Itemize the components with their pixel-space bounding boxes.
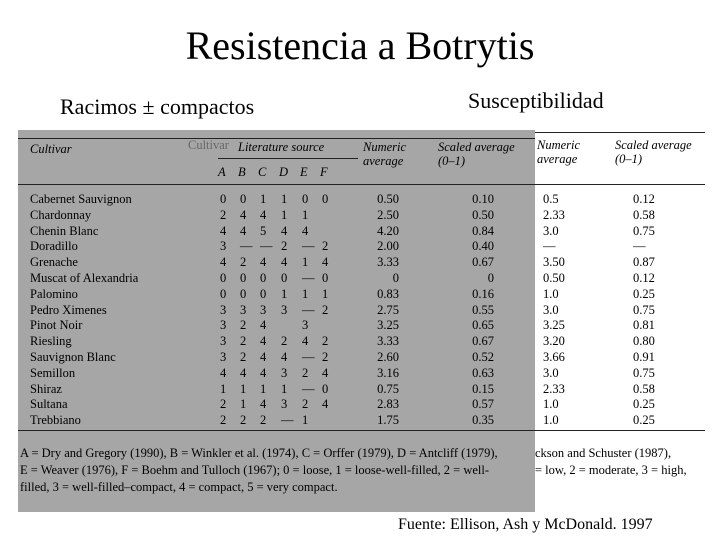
table-cell-source-score: 1 xyxy=(322,286,329,301)
table-cell-source-score: 4 xyxy=(220,223,227,238)
header-cultivar: Cultivar xyxy=(30,142,72,156)
table-cell-scaled-average: 0.55 xyxy=(472,302,494,317)
table-cell-source-score: 1 xyxy=(281,286,288,301)
table-cell-source-score: 2 xyxy=(240,334,247,349)
right-header-rule xyxy=(535,184,705,185)
table-cell-source-score: 4 xyxy=(260,255,267,270)
table-cell-right-scaled: 0.81 xyxy=(633,318,655,333)
table-cell-source-score: — xyxy=(302,302,315,317)
table-cell-source-score: 4 xyxy=(322,255,329,270)
header-source-letter: B xyxy=(238,165,246,179)
table-cell-source-score: 4 xyxy=(260,318,267,333)
table-cell-right-scaled: 0.25 xyxy=(633,286,655,301)
table-cell-right-scaled: 0.25 xyxy=(633,413,655,428)
table-cell-cultivar: Muscat of Alexandria xyxy=(30,271,139,285)
table-cell-source-score: 4 xyxy=(260,397,267,412)
table-cell-cultivar: Doradillo xyxy=(30,239,78,254)
table-cell-source-score: 1 xyxy=(281,381,288,396)
table-cell-scaled-average: 0.50 xyxy=(472,207,494,222)
table-cell-numeric-average: 3.33 xyxy=(377,334,399,349)
source-subrule xyxy=(218,158,358,159)
table-cell-source-score: 4 xyxy=(260,350,267,364)
footnote-line-1: A = Dry and Gregory (1990), B = Winkler et al. (1974), C = Orffer (1979), D = Antcliff (1979), xyxy=(20,446,498,460)
table-cell-scaled-average: 0.65 xyxy=(472,318,494,333)
table-cell-scaled-average: 0.57 xyxy=(472,397,494,412)
table-cell-numeric-average: 0.83 xyxy=(377,286,399,301)
table-cell-scaled-average: 0.16 xyxy=(472,286,494,301)
table-cell-scaled-average: 0.35 xyxy=(472,413,494,428)
table-cell-numeric-average: 2.00 xyxy=(377,239,399,254)
table-cell-source-score: 0 xyxy=(281,271,288,285)
scanned-compactness-table xyxy=(18,130,535,512)
table-cell-right-numeric: 2.33 xyxy=(543,381,565,396)
table-cell-source-score: — xyxy=(260,239,273,254)
table-cell-source-score: 4 xyxy=(322,397,329,412)
table-cell-source-score: 0 xyxy=(220,286,227,301)
right-footnote-line-2: = low, 2 = moderate, 3 = high, xyxy=(535,463,687,477)
right-footnote-line-1: ckson and Schuster (1987), xyxy=(535,446,672,460)
table-cell-source-score: 2 xyxy=(322,302,329,317)
table-cell-cultivar: Sauvignon Blanc xyxy=(30,350,116,364)
table-cell-right-scaled: — xyxy=(633,239,646,254)
table-cell-source-score: 3 xyxy=(240,302,247,317)
table-cell-source-score: 4 xyxy=(260,207,267,222)
table-cell-cultivar: Grenache xyxy=(30,255,78,270)
table-cell-scaled-average: 0.10 xyxy=(472,192,494,206)
table-cell-right-numeric: 3.0 xyxy=(543,365,559,380)
table-cell-source-score: 1 xyxy=(302,207,309,222)
table-cell-source-score: — xyxy=(302,239,315,254)
table-cell-cultivar: Pedro Ximenes xyxy=(30,302,107,317)
table-cell-right-numeric: 3.66 xyxy=(543,350,565,364)
table-cell-source-score: 0 xyxy=(220,271,227,285)
header-bottom-rule xyxy=(18,184,535,185)
table-cell-source-score: 0 xyxy=(322,271,329,285)
table-cell-numeric-average: 2.50 xyxy=(377,207,399,222)
table-cell-source-score: 1 xyxy=(240,381,247,396)
table-cell-right-numeric: 3.0 xyxy=(543,223,559,238)
table-cell-source-score: 3 xyxy=(281,397,288,412)
table-cell-right-numeric: 3.20 xyxy=(543,334,565,349)
table-cell-scaled-average: 0.40 xyxy=(472,239,494,254)
table-cell-right-numeric: 1.0 xyxy=(543,397,559,412)
header-source-letter: E xyxy=(300,165,308,179)
footnote-line-2: E = Weaver (1976), F = Boehm and Tulloch (1967); 0 = loose, 1 = loose-well-filled, 2 = well- xyxy=(20,463,490,477)
header-source-letter: C xyxy=(258,165,267,179)
table-top-rule xyxy=(18,138,535,139)
table-cell-source-score: 1 xyxy=(302,255,309,270)
table-cell-right-numeric: 1.0 xyxy=(543,286,559,301)
table-cell-source-score: 3 xyxy=(220,302,227,317)
right-top-rule xyxy=(535,132,705,133)
table-cell-source-score: 2 xyxy=(322,239,329,254)
table-cell-source-score: 0 xyxy=(260,286,267,301)
table-cell-source-score: 1 xyxy=(281,207,288,222)
table-cell-right-scaled: 0.75 xyxy=(633,365,655,380)
table-cell-right-scaled: 0.87 xyxy=(633,255,655,270)
table-cell-source-score: 1 xyxy=(302,413,309,428)
table-cell-source-score: 1 xyxy=(220,381,227,396)
table-cell-numeric-average: 0.50 xyxy=(377,192,399,206)
table-cell-cultivar: Chardonnay xyxy=(30,207,92,222)
table-cell-source-score: 2 xyxy=(302,365,309,380)
table-cell-right-numeric: — xyxy=(543,239,556,254)
table-cell-scaled-average: 0.52 xyxy=(472,350,494,364)
table-cell-numeric-average: 0.75 xyxy=(377,381,399,396)
table-cell-source-score: 2 xyxy=(260,413,267,428)
table-cell-right-scaled: 0.58 xyxy=(633,207,655,222)
table-cell-numeric-average: 1.75 xyxy=(377,413,399,428)
table-cell-source-score: 4 xyxy=(220,255,227,270)
ghost-overlay-text: Cultivar xyxy=(188,138,229,152)
table-cell-source-score: — xyxy=(302,381,315,396)
table-cell-source-score: 2 xyxy=(240,255,247,270)
table-cell-right-numeric: 3.0 xyxy=(543,302,559,317)
table-cell-source-score: 2 xyxy=(302,397,309,412)
table-cell-source-score: 4 xyxy=(240,223,247,238)
table-cell-source-score: 2 xyxy=(281,239,288,254)
table-cell-source-score: — xyxy=(302,271,315,285)
table-cell-source-score: 3 xyxy=(220,334,227,349)
table-cell-source-score: — xyxy=(281,413,294,428)
table-cell-right-scaled: 0.12 xyxy=(633,192,655,206)
table-cell-source-score: 4 xyxy=(260,365,267,380)
table-cell-source-score: 2 xyxy=(240,318,247,333)
table-cell-numeric-average: 2.75 xyxy=(377,302,399,317)
table-cell-numeric-average: 2.60 xyxy=(377,350,399,364)
table-cell-source-score: 2 xyxy=(220,207,227,222)
table-cell-source-score: 4 xyxy=(240,207,247,222)
table-cell-cultivar: Pinot Noir xyxy=(30,318,83,333)
table-cell-right-numeric: 3.50 xyxy=(543,255,565,270)
table-cell-source-score: 2 xyxy=(240,413,247,428)
table-cell-source-score: 0 xyxy=(240,192,247,206)
right-header-numeric: Numeric average xyxy=(537,138,581,166)
table-cell-source-score: 3 xyxy=(220,318,227,333)
table-cell-source-score: 2 xyxy=(281,334,288,349)
table-cell-right-scaled: 0.75 xyxy=(633,302,655,317)
table-cell-cultivar: Riesling xyxy=(30,334,72,349)
table-cell-source-score: 3 xyxy=(220,350,227,364)
table-cell-scaled-average: 0.67 xyxy=(472,255,494,270)
table-cell-numeric-average: 0 xyxy=(392,271,399,285)
table-cell-cultivar: Sultana xyxy=(30,397,68,412)
table-cell-cultivar: Palomino xyxy=(30,286,78,301)
footnote-line-3: filled, 3 = well-filled–compact, 4 = compact, 5 = very compact. xyxy=(20,480,338,494)
table-cell-source-score: 1 xyxy=(260,381,267,396)
table-cell-source-score: 1 xyxy=(260,192,267,206)
table-cell-source-score: 2 xyxy=(240,350,247,364)
table-cell-right-scaled: 0.12 xyxy=(633,271,655,285)
source-citation: Fuente: Ellison, Ash y McDonald. 1997 xyxy=(398,516,653,533)
right-bottom-rule xyxy=(535,430,705,431)
table-cell-source-score: 2 xyxy=(220,397,227,412)
table-bottom-rule xyxy=(18,430,535,431)
table-cell-scaled-average: 0 xyxy=(487,271,494,285)
table-cell-source-score: 3 xyxy=(281,365,288,380)
header-source-letter: D xyxy=(279,165,289,179)
scanned-susceptibility-columns xyxy=(535,130,705,512)
table-cell-source-score: 0 xyxy=(322,192,329,206)
table-cell-source-score: 4 xyxy=(302,334,309,349)
table-cell-source-score: 0 xyxy=(240,286,247,301)
table-cell-source-score: 2 xyxy=(322,350,329,364)
table-cell-right-scaled: 0.80 xyxy=(633,334,655,349)
table-cell-source-score: 1 xyxy=(281,192,288,206)
table-cell-scaled-average: 0.84 xyxy=(472,223,494,238)
table-cell-source-score: 1 xyxy=(240,397,247,412)
table-cell-right-numeric: 0.5 xyxy=(543,192,559,206)
table-cell-numeric-average: 3.16 xyxy=(377,365,399,380)
subtitle-compact-clusters: Racimos ± compactos xyxy=(60,94,255,119)
table-cell-cultivar: Semillon xyxy=(30,365,76,380)
table-cell-source-score: 2 xyxy=(322,334,329,349)
table-cell-source-score: 4 xyxy=(240,365,247,380)
table-cell-source-score: 5 xyxy=(260,223,267,238)
table-cell-source-score: 3 xyxy=(302,318,309,333)
header-literature-source: Literature source xyxy=(238,140,325,154)
table-cell-scaled-average: 0.67 xyxy=(472,334,494,349)
table-cell-cultivar: Shiraz xyxy=(30,381,62,396)
table-cell-right-scaled: 0.75 xyxy=(633,223,655,238)
table-cell-source-score: — xyxy=(240,239,253,254)
table-cell-numeric-average: 2.83 xyxy=(377,397,399,412)
table-cell-right-scaled: 0.58 xyxy=(633,381,655,396)
table-cell-scaled-average: 0.15 xyxy=(472,381,494,396)
table-cell-numeric-average: 3.25 xyxy=(377,318,399,333)
table-cell-right-scaled: 0.91 xyxy=(633,350,655,364)
table-cell-source-score: 4 xyxy=(281,350,288,364)
table-cell-cultivar: Trebbiano xyxy=(30,413,81,428)
slide-title: Resistencia a Botrytis xyxy=(185,23,535,68)
table-cell-source-score: 3 xyxy=(220,239,227,254)
table-cell-right-numeric: 3.25 xyxy=(543,318,565,333)
table-cell-source-score: 0 xyxy=(220,192,227,206)
right-header-scaled: Scaled average (0–1) xyxy=(615,138,692,166)
table-cell-source-score: 0 xyxy=(302,192,309,206)
table-cell-source-score: 4 xyxy=(281,255,288,270)
table-cell-numeric-average: 3.33 xyxy=(377,255,399,270)
header-source-letter: F xyxy=(320,165,328,179)
table-cell-right-numeric: 0.50 xyxy=(543,271,565,285)
table-cell-source-score: 0 xyxy=(260,271,267,285)
table-cell-scaled-average: 0.63 xyxy=(472,365,494,380)
table-cell-source-score: 4 xyxy=(302,223,309,238)
table-cell-right-numeric: 1.0 xyxy=(543,413,559,428)
table-cell-source-score: 4 xyxy=(322,365,329,380)
table-cell-right-numeric: 2.33 xyxy=(543,207,565,222)
table-cell-numeric-average: 4.20 xyxy=(377,223,399,238)
table-cell-source-score: 4 xyxy=(281,223,288,238)
table-cell-source-score: 3 xyxy=(281,302,288,317)
table-cell-right-scaled: 0.25 xyxy=(633,397,655,412)
table-cell-source-score: 2 xyxy=(220,413,227,428)
table-cell-source-score: 0 xyxy=(322,381,329,396)
table-cell-source-score: 0 xyxy=(240,271,247,285)
table-cell-source-score: 4 xyxy=(220,365,227,380)
table-cell-source-score: 3 xyxy=(260,302,267,317)
header-scaled-average: Scaled average (0–1) xyxy=(438,140,515,168)
table-cell-source-score: — xyxy=(302,350,315,364)
table-cell-source-score: 4 xyxy=(260,334,267,349)
table-cell-cultivar: Cabernet Sauvignon xyxy=(30,192,132,206)
table-cell-source-score: 1 xyxy=(302,286,309,301)
header-source-letter: A xyxy=(218,165,226,179)
table-cell-cultivar: Chenin Blanc xyxy=(30,223,99,238)
header-numeric-average: Numeric average xyxy=(363,140,407,168)
subtitle-susceptibility: Susceptibilidad xyxy=(468,88,604,113)
